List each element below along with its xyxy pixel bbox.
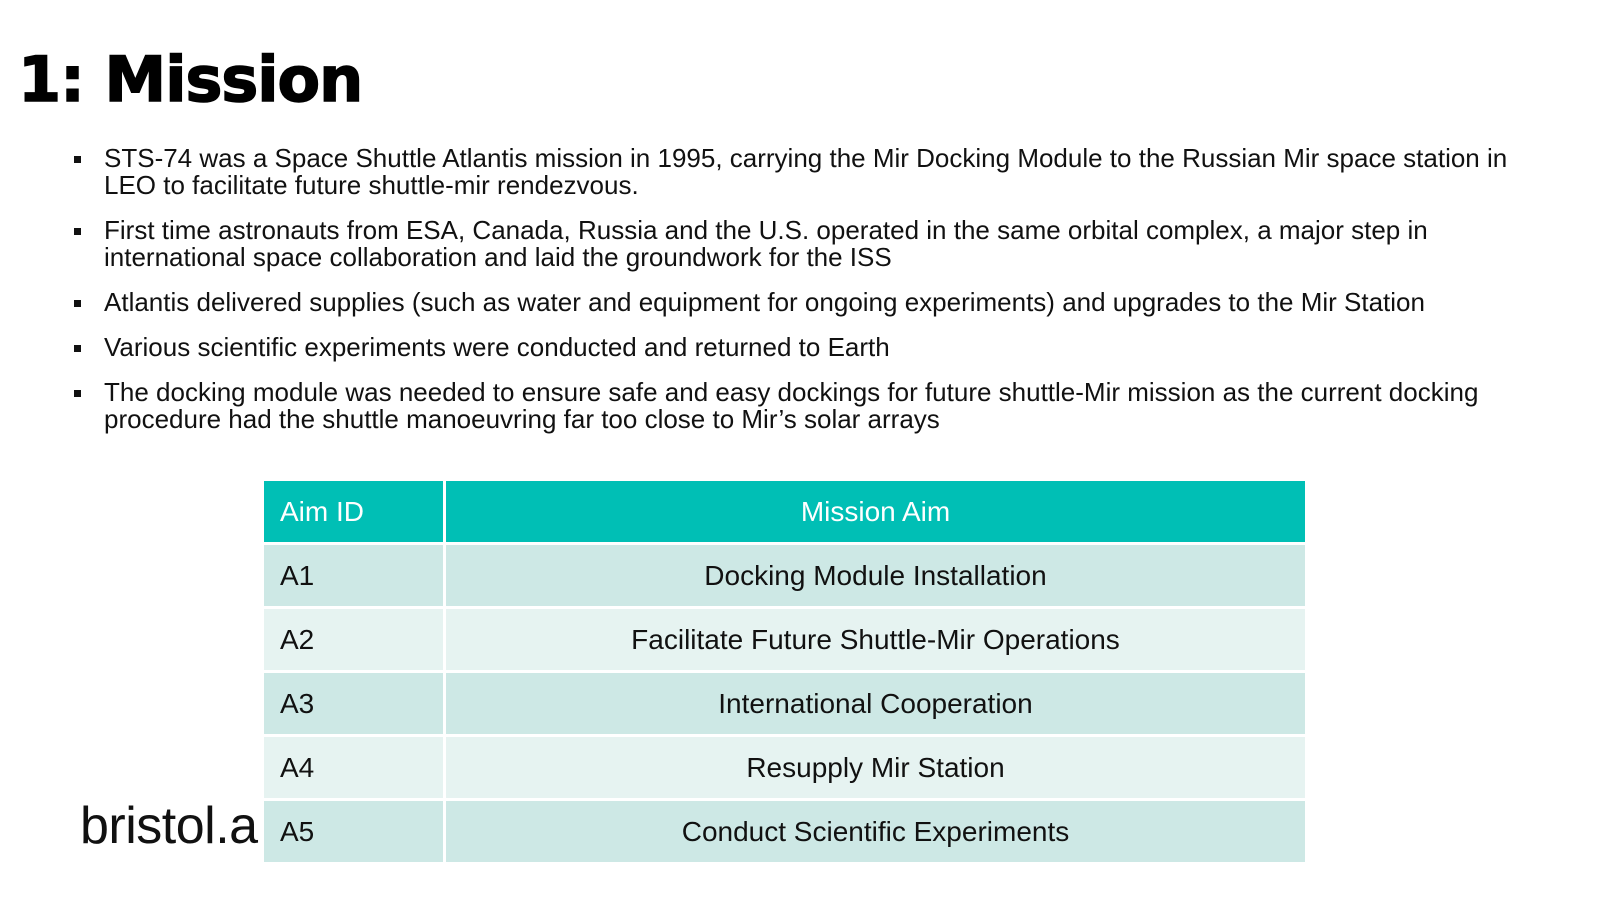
bullet-item <box>72 289 1522 316</box>
aim-id-cell: A2 <box>264 609 443 670</box>
bullet-item <box>72 334 1522 361</box>
table-row <box>264 545 1305 606</box>
bullet-marker-icon <box>74 228 81 235</box>
bullet-item <box>72 145 1522 199</box>
table-header-row <box>264 481 1305 542</box>
bullet-marker-icon <box>74 300 81 307</box>
table-row <box>264 609 1305 670</box>
column-header-aim-id: Aim ID <box>264 481 443 542</box>
mission-aim-cell: Docking Module Installation <box>446 545 1305 606</box>
bullet-item <box>72 217 1522 271</box>
bullet-text: Various scientific experiments were conducted and returned to Earth <box>104 332 890 362</box>
mission-aim-cell: International Cooperation <box>446 673 1305 734</box>
aim-id-cell: A3 <box>264 673 443 734</box>
table-row <box>264 801 1305 862</box>
bullet-marker-icon <box>74 156 81 163</box>
mission-aim-cell: Conduct Scientific Experiments <box>446 801 1305 862</box>
bristol-logo-text: bristol.a <box>80 797 258 855</box>
mission-aim-cell: Resupply Mir Station <box>446 737 1305 798</box>
table-row <box>264 737 1305 798</box>
bullet-text: Atlantis delivered supplies (such as water and equipment for ongoing experiments) and upgrades to the Mir Station <box>104 287 1425 317</box>
bullet-marker-icon <box>74 390 81 397</box>
aim-id-cell: A1 <box>264 545 443 606</box>
mission-aims-table <box>261 478 1308 865</box>
slide-title: 1: Mission <box>18 43 363 116</box>
aim-id-cell: A4 <box>264 737 443 798</box>
mission-aim-cell: Facilitate Future Shuttle-Mir Operations <box>446 609 1305 670</box>
table-row <box>264 673 1305 734</box>
bullet-list <box>72 145 1522 451</box>
bullet-text: First time astronauts from ESA, Canada, Russia and the U.S. operated in the same orbital complex, a major step in international space collaboration and laid the groundwork for the ISS <box>104 215 1428 272</box>
bullet-text: The docking module was needed to ensure safe and easy dockings for future shuttle-Mir mission as the current docking procedure had the shuttle manoeuvring far too close to Mir’s solar arrays <box>104 377 1479 434</box>
bullet-item <box>72 379 1522 433</box>
column-header-mission-aim: Mission Aim <box>446 481 1305 542</box>
aim-id-cell: A5 <box>264 801 443 862</box>
bullet-text: STS-74 was a Space Shuttle Atlantis mission in 1995, carrying the Mir Docking Module to the Russian Mir space station in LEO to facilitate future shuttle-mir rendezvous. <box>104 143 1508 200</box>
bullet-marker-icon <box>74 345 81 352</box>
